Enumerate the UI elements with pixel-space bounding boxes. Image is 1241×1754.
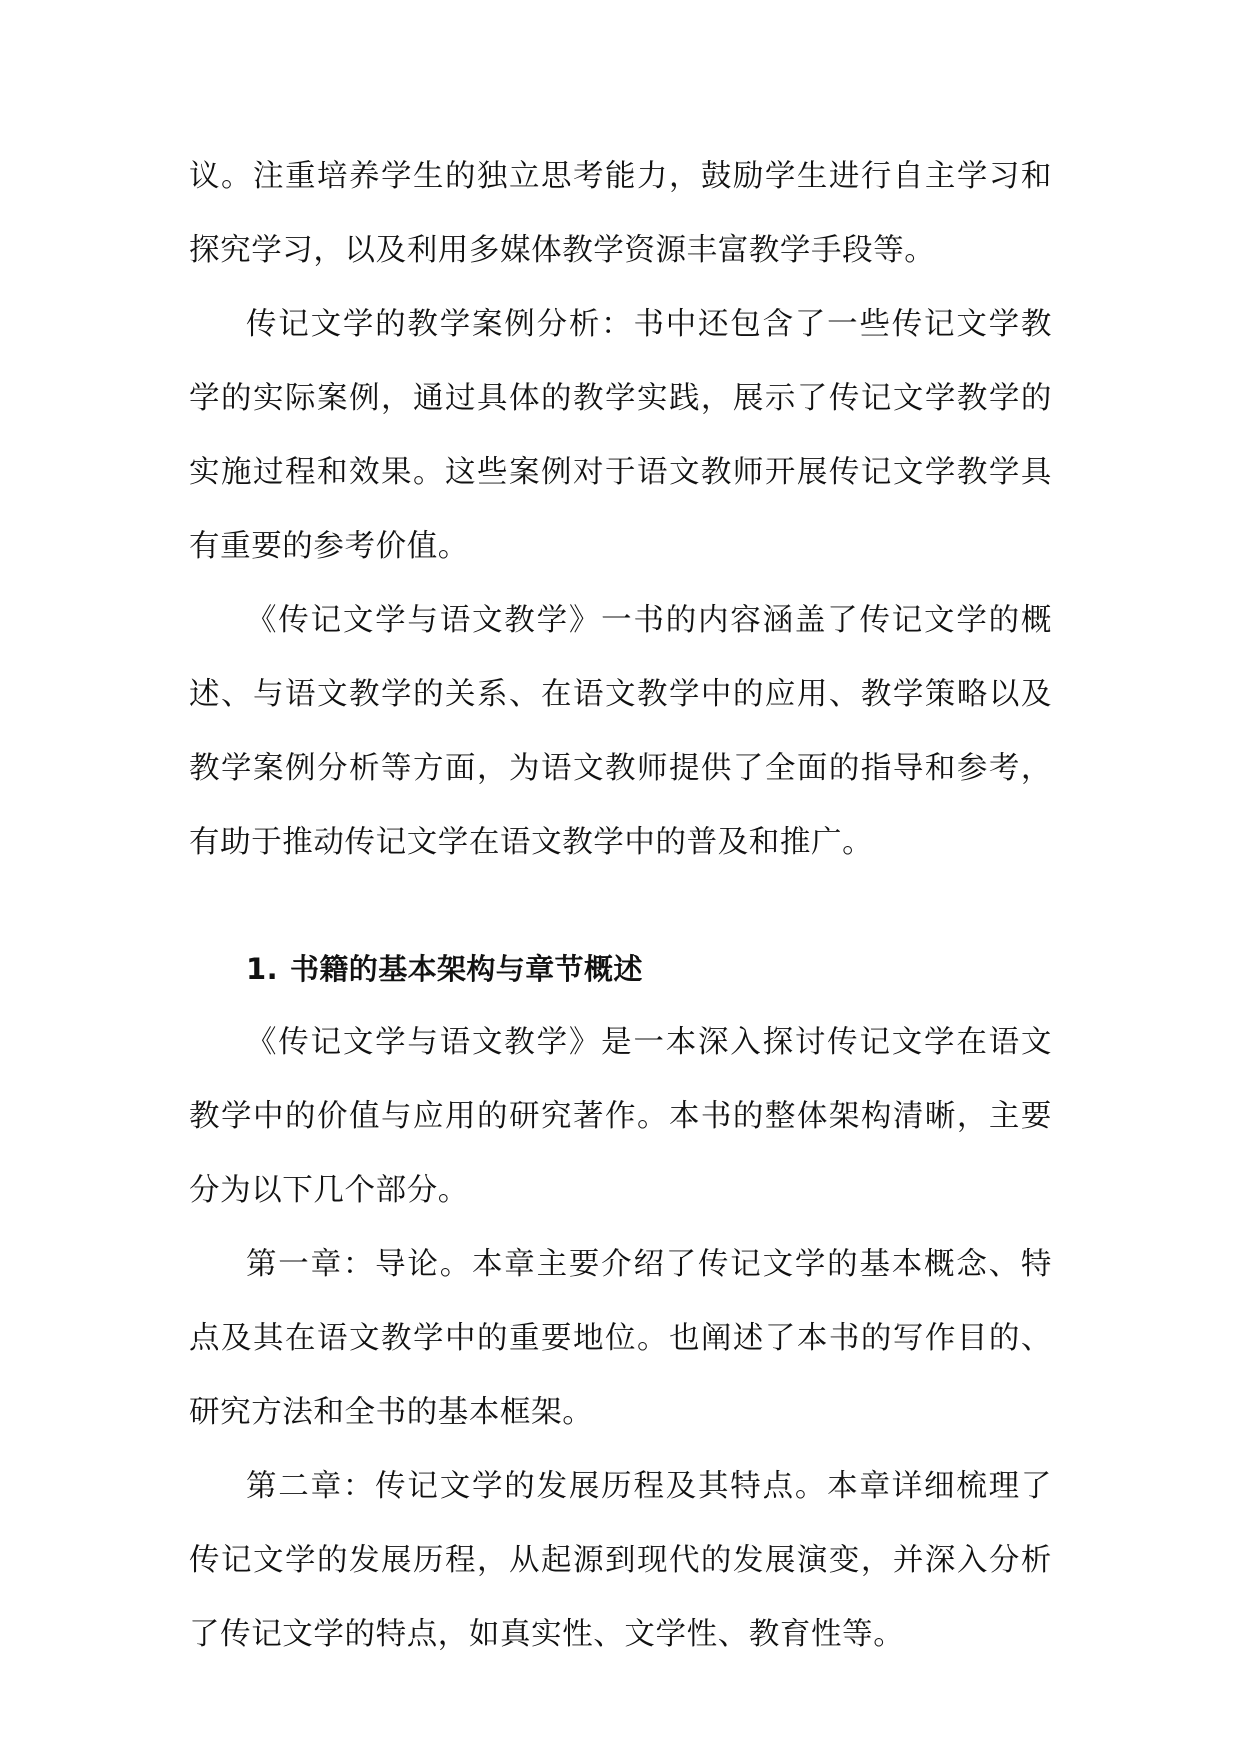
paragraph-chapter-two: 第二章：传记文学的发展历程及其特点。本章详细梳理了传记文学的发展历程，从起源到现代的发展演变，并深入分析了传记文学的特点，如真实性、文学性、教育性等。 bbox=[189, 1469, 1052, 1652]
paragraph-book-overview: 《传记文学与语文教学》是一本深入探讨传记文学在语文教学中的价值与应用的研究著作。本书的整体架构清晰，主要分为以下几个部分。 bbox=[189, 1025, 1052, 1208]
paragraph-chapter-one: 第一章：导论。本章主要介绍了传记文学的基本概念、特点及其在语文教学中的重要地位。也阐述了本书的写作目的、研究方法和全书的基本框架。 bbox=[189, 1247, 1052, 1430]
paragraph-case-analysis: 传记文学的教学案例分析：书中还包含了一些传记文学教学的实际案例，通过具体的教学实践，展示了传记文学教学的实施过程和效果。这些案例对于语文教师开展传记文学教学具有重要的参考价值。 bbox=[189, 307, 1052, 564]
paragraph-continuation: 议。注重培养学生的独立思考能力，鼓励学生进行自主学习和探究学习，以及利用多媒体教学资源丰富教学手段等。 bbox=[189, 159, 1052, 268]
section-title: 书籍的基本架构与章节概述 bbox=[290, 952, 643, 986]
paragraph-summary: 《传记文学与语文教学》一书的内容涵盖了传记文学的概述、与语文教学的关系、在语文教学中的应用、教学策略以及教学案例分析等方面，为语文教师提供了全面的指导和参考，有助于推动传记文学在语文教学中的普及和推广。 bbox=[189, 603, 1052, 860]
document-body bbox=[189, 140, 1052, 1672]
section-number: 1. bbox=[246, 952, 278, 986]
section-heading bbox=[189, 932, 1052, 1006]
